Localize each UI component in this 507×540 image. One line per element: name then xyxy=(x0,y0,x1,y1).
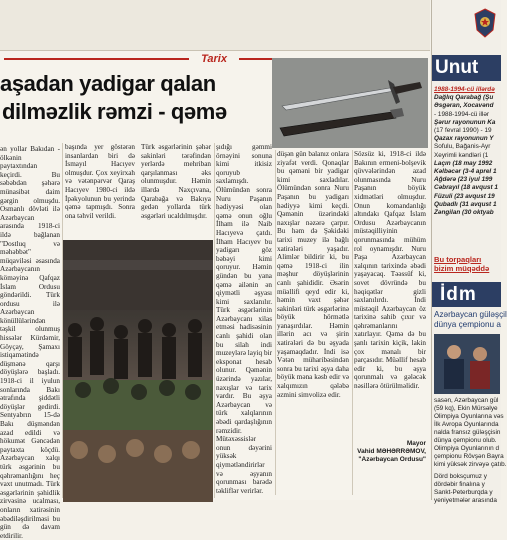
soldiers-crowd-photo xyxy=(63,240,213,502)
top-header-band xyxy=(0,0,430,51)
list-item: Kəlbəcər (3-4 aprel 1 xyxy=(434,168,497,176)
list-item: Füzuli (23 avqust 19 xyxy=(434,192,495,200)
section-rule-left xyxy=(4,58,189,60)
list-item: Cəbrayıl (18 avqust 1 xyxy=(434,184,498,192)
article-column-3: Türk əsgərlərinin şəhər sakinləri tərəfindən yerlərdə mehriban qarşılanması əks olunmuşdur. Həmin illərdə Naxçıvana, Qarabağa və Bakıya gedən yollarda türk əsgərləri ucaldılmışdır. xyxy=(141,143,211,220)
idman-header: İdm xyxy=(432,282,501,307)
list-item: Xeyrimli kəndləri (1 xyxy=(434,151,489,159)
red-slogan: Bu torpaqları bizim müqəddə xyxy=(434,255,490,273)
column-divider xyxy=(352,150,353,495)
column-divider xyxy=(214,143,215,498)
right-sidebar xyxy=(431,0,507,504)
article-column-6: Sözsüz ki, 1918-ci ildə Bakının ermeni-bolşevik qüvvələrindən azad olunmasında Nuru Paşanın böyük xidmətləri olmuşdur. Onun komandanlığı altındakı Qafqaz İslam Ordusu Azərbaycanın müstəqilliyinin qorunmasında mühüm rol oynamışdır. Nuru Paşa Azərbaycan xalqının tarixində əbədi yaşayacaq. Təəssüf ki, sovet dövründə bu həqiqətlər gizli saxlanılırdı. İndi müstəqil Azərbaycan öz tarixinə sahib çıxır və qəhrəmanlarını xatırlayır. Qəmə də bu şanlı tarixin kiçik, lakin çox mənalı bir parçasıdır. Müəllif hesab edir ki, bu əşya qorunmalı və gələcək nəsillərə ötürülməlidir. xyxy=(354,150,426,391)
sword-photo xyxy=(272,58,428,148)
headline-line-1: aşadan yadigar qalan xyxy=(0,71,216,96)
sport-news-text: sasən, Azərbaycan gül (59 kq), Ekin Mürsəlye Olimpiya Oyunlarına vəs İlk Avropa Oyunlarında nalda fransız güləşçisin dünya çempionu olub. Olimpiya Oyunlarının d çempionu Rövşən Bayra kimi yüksək zirvəyə çatıb. Dörd boksçumuz y dördəbir finalına y Sankt-Peterburqda y yeniyetmələr arasında xyxy=(434,397,507,504)
crowd-photo-icon xyxy=(63,240,213,502)
list-item: Sofulu, Bağanis-Ayr xyxy=(434,143,491,151)
sport-teaser: Azərbaycan güləşçil dünya çempionu a xyxy=(434,310,507,329)
list-item: (17 fevral 1990) - 19 xyxy=(434,127,492,135)
list-item: Şərur rayonunun Ka xyxy=(434,118,496,126)
article-column-4: şıdığı gəmmi örnəyini sonuna kimi itkisiz qoruyub saxlamışdı. Ölümündən sonra Nuru Paşanın hədiyyəsi olan qəmə onun oğlu İlham ilə Naib Hacıyevə çatdı. İlham Hacıyev bu yadigarı göz bəbəyi kimi qoruyur. Həmin gündən bu yana qəmə ailənin ən qiymətli əşyası kimi saxlanılır. Türk əsgərlərinin Azərbaycanı xilas etməsi hadisəsinin canlı şahidi olan bu silah indi muzeylərə layiq bir eksponat hesab olunur. Qəmənin üzərində yazılar, naxışlar və tarix vardır. Bu əşya Azərbaycan və türk xalqlarının əbədi qardaşlığının rəmzidir. Mütəxəssislər onun dəyərini yüksək qiymətləndirirlər və əşyanın qorunması barədə təkliflər verirlər. xyxy=(216,143,272,495)
article-column-2: başında yer göstərən insanlardan biri də İsmayıl Hacıyev olmuşdur. Çox xeyirxah və vətənpərvər Qaraş Hacıyev 1980-ci ildə İpəkyolunun bu yerində qəmə tapmışdı. Sonra ona təhvil verildi. xyxy=(65,143,135,220)
article-author: Mayor Vahid MƏHƏRRƏMOV, "Azərbaycan Ordusu" xyxy=(357,440,426,463)
section-label: Tarix xyxy=(195,53,233,65)
article-headline xyxy=(0,70,265,126)
wrestler-photo-icon xyxy=(434,334,500,394)
article-column-1: ən yollar Bakıdan - ölkənin paytaxtından keçirdi. Bu səbəbdən şəhərə münasibət daim gərgin olmuşdu. Osmanlı dövləti ilə Azərbaycan arasında 1918-ci ildə bağlanan "Dostluq və məhəbbət" müqaviləsi əsasında Azərbaycanın köməyinə Qafqaz İslam Ordusu göndərildi. Türk ordusu ilə Azərbaycan könüllülərindən təşkil olunmuş hissələr Kürdəmir, Göyçay, Şamaxı istiqamətində düşmənə qarşı döyüşlərə başladı. 1918-ci il iyulun sonlarında Bakı ətrafında şiddətli döyüşlər gedirdi. Sentyabrın 15-də Bakı düşməndən azad edildi və hökumət Gəncədən paytaxta köçdü. Azərbaycan xalqı türk əsgərinin bu qəhrəmanlığını heç vaxt unutmadı. Türk əsgərlərinin şəhidlik zirvəsinə ucalması, onların xatirəsinin əbədiləşdirilməsi bu gün də davam etdirilir. xyxy=(0,145,60,540)
list-item: Əsgəran, Xocavənd xyxy=(434,102,494,110)
article-column-5: düşən gün balanız onlara ziyafət verdi. Qonaqlar bu qəməni bir yadigar kimi saxladılar. Ölümündən sonra Nuru Paşanın bu yadigarı hədiyyə kimi keçdi. Qəmənin üzərindəki naxışlar nəzərə çarpır. Bu həm də Şəkidəki tarixi muzey ilə bağlı xatirələri yaşadır. Alimlər bildirir ki, bu qəmə 1918-ci ilin məşhur döyüşlərinin canlı şahididir. Əsərin müəllifi qeyd edir ki, həmin vaxt şəhər sakinləri türk əsgərlərinə böyük hörmətlə yanaşırdılar. Həmin illərin acı və şirin xatirələri də bu əşyada yaşamaqdadır. İndi isə Vətən müharibəsindən sonra bu tarixi əşya daha böyük məna kəsb edir və xalqımızın qələbə əzmini simvolizə edir. xyxy=(277,150,349,399)
occupied-territories-list xyxy=(434,86,500,217)
list-item: - 1988-1994-cü illər xyxy=(434,110,490,118)
list-item: Dağlıq Qarabağ (Şu xyxy=(434,94,494,102)
list-item: Ağdərə (23 iyul 199 xyxy=(434,176,493,184)
headline-line-2: dilməzlik rəmzi - qəmə xyxy=(2,99,227,124)
list-item: Zəngilan (30 oktyab xyxy=(434,209,494,217)
list-item: Qazax rayonunun Y xyxy=(434,135,494,143)
list-item: Laçın (18 may 1992 xyxy=(434,159,493,167)
list-heading: 1988-1994-cü illərdə xyxy=(434,86,495,93)
army-emblem-icon xyxy=(474,8,496,38)
unut-header: Unut xyxy=(432,55,501,81)
sword-icon xyxy=(272,58,428,148)
list-item: Qubadlı (31 avqust 1 xyxy=(434,200,497,208)
column-divider xyxy=(275,150,276,495)
wrestler-photo xyxy=(434,334,500,394)
